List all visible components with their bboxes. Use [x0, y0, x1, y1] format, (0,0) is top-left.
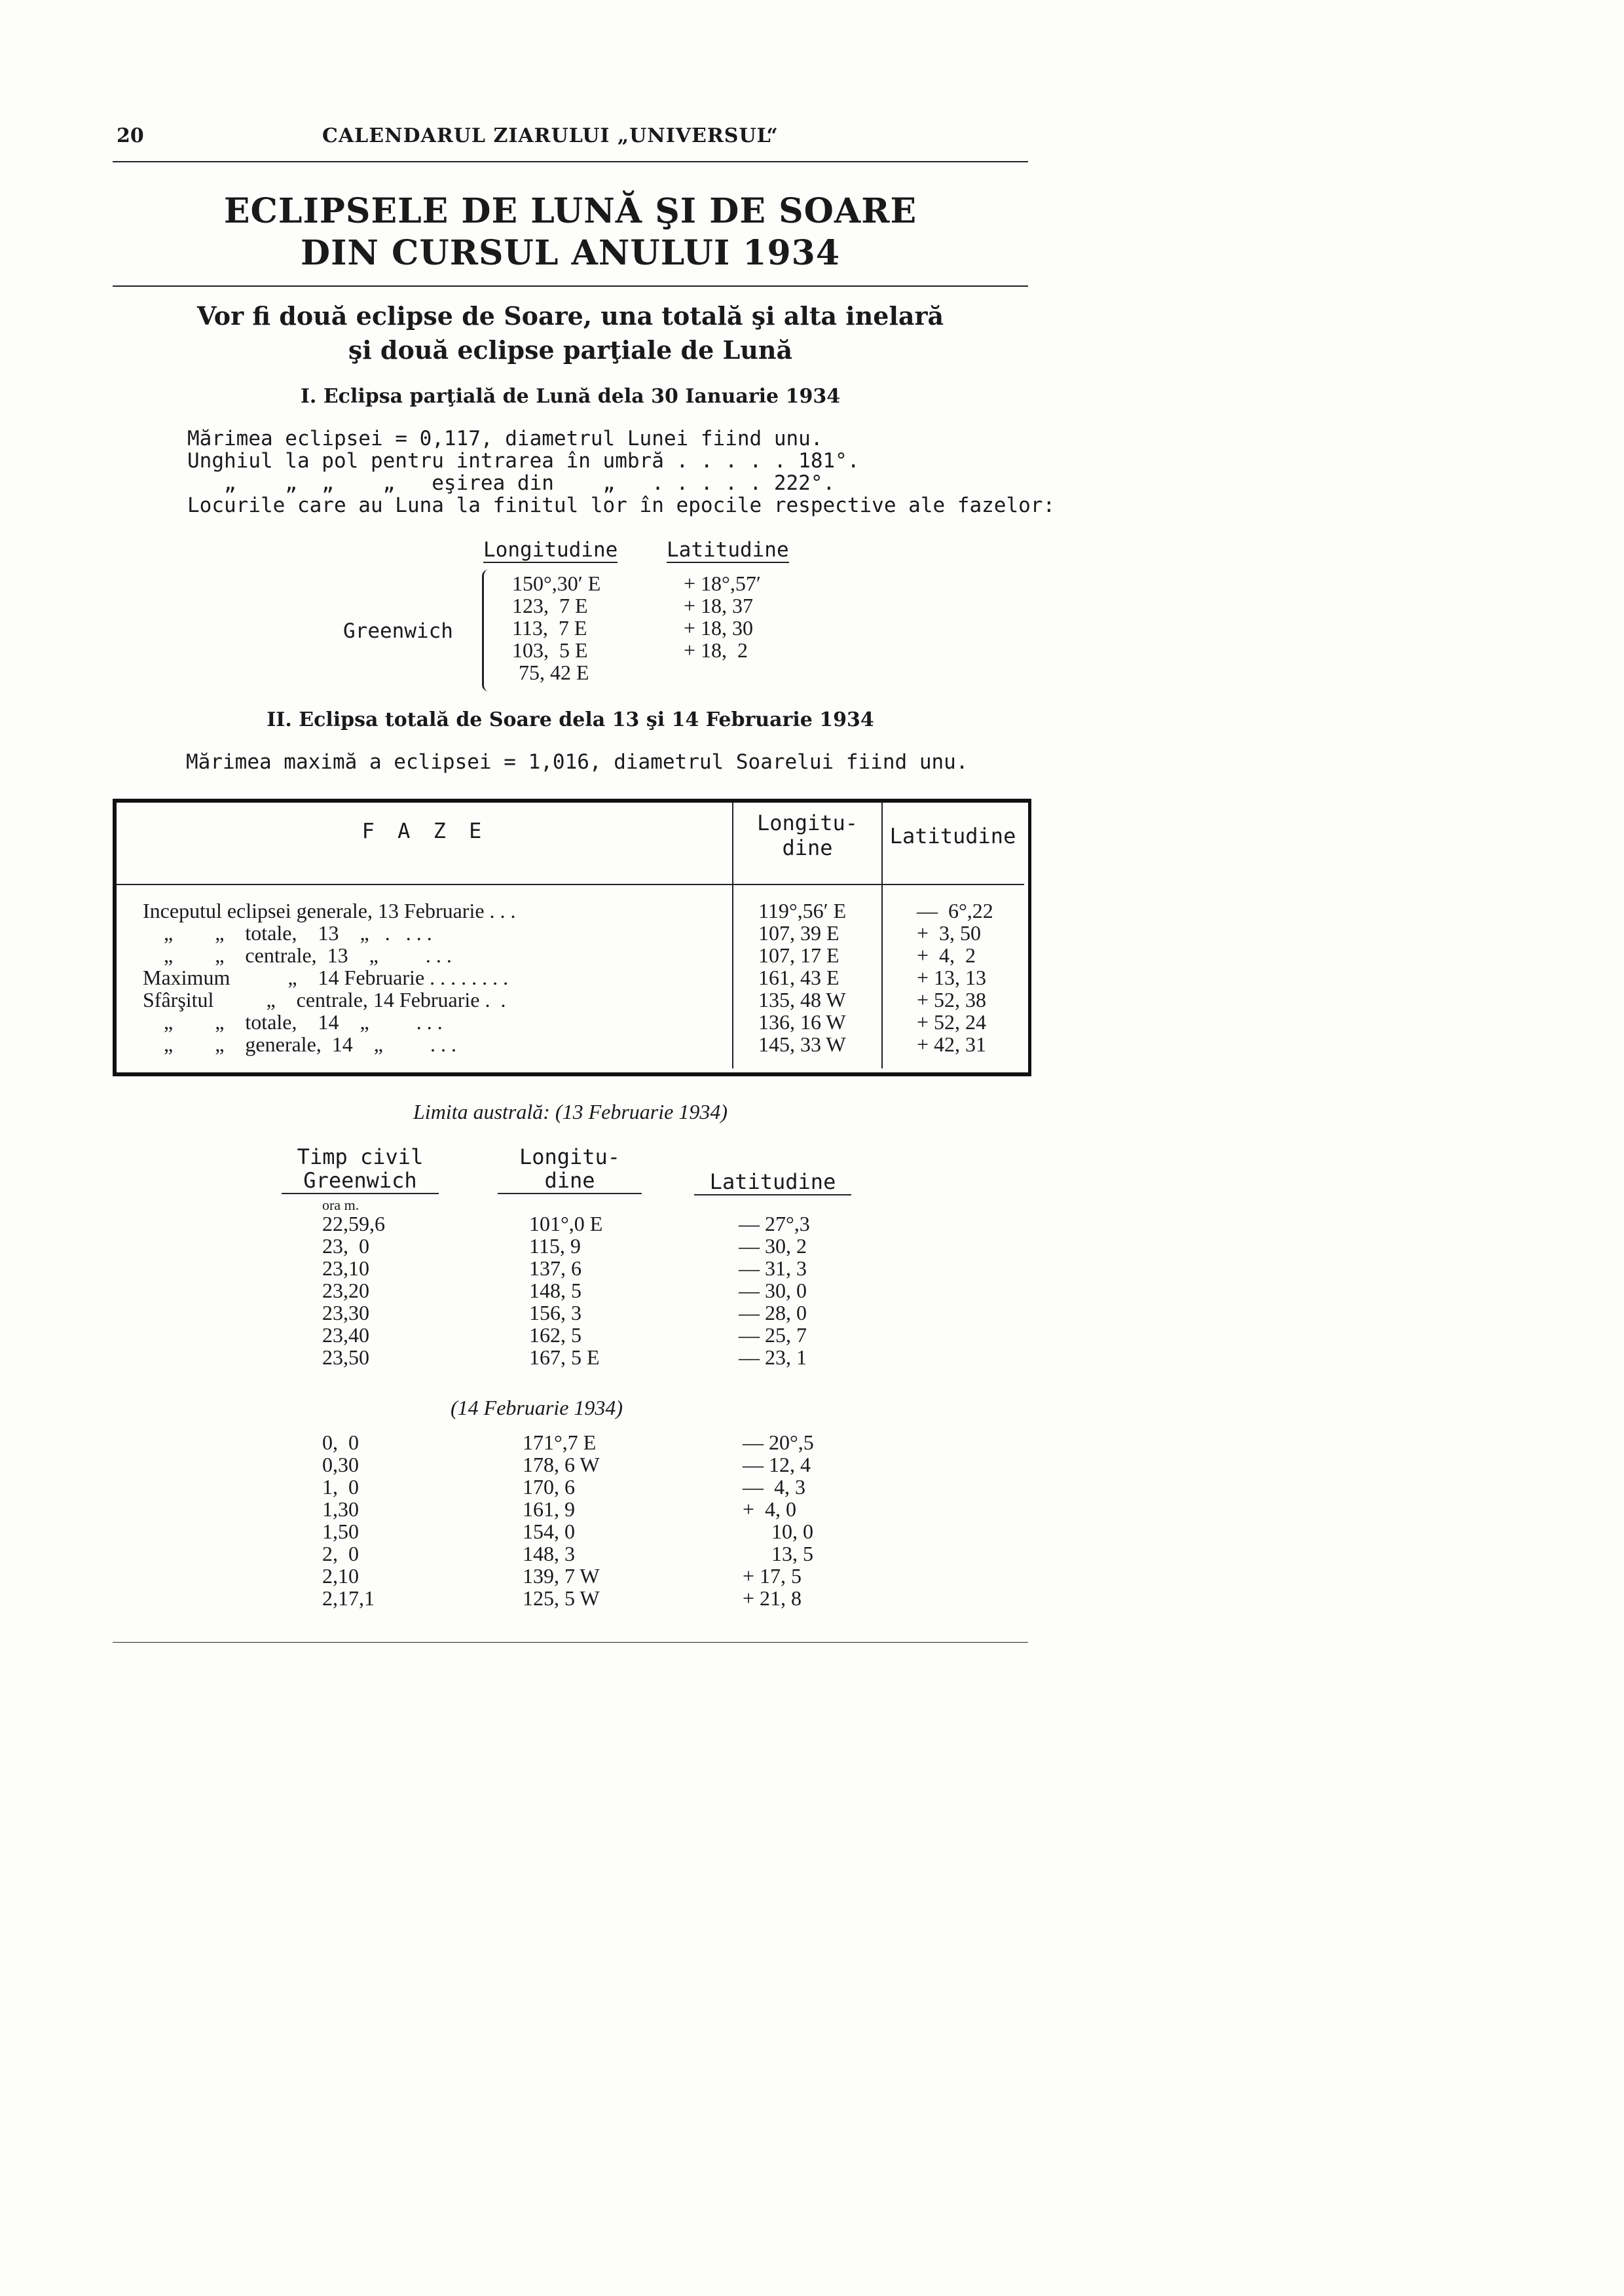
phase-lat: + 4, 2	[917, 943, 976, 967]
lunar-lon: 123, 7 E	[512, 594, 588, 617]
limit-lat: — 27°,3	[739, 1212, 810, 1235]
limit-time: 0, 0	[322, 1430, 359, 1454]
limit-lon: 154, 0	[523, 1520, 575, 1543]
phase-lon: 107, 39 E	[758, 921, 840, 945]
phase-lat: — 6°,22	[917, 899, 993, 922]
phase-name: Sfârşitul „ centrale, 14 Februarie . .	[143, 988, 506, 1011]
limit-time: 1, 0	[322, 1475, 359, 1499]
limit-time: 2, 0	[322, 1542, 359, 1565]
phase-name: Inceputul eclipsei generale, 13 Februarie . . .	[143, 899, 516, 922]
phase-lon: 135, 48 W	[758, 988, 846, 1011]
lunar-lat: + 18, 30	[684, 616, 754, 640]
intro-line-1: Vor fi două eclipse de Soare, una totală şi alta inelară	[196, 301, 944, 331]
phase-name: „ „ totale, 13 „ . . . .	[143, 921, 432, 945]
running-title: CALENDARUL ZIARULUI „UNIVERSUL“	[322, 124, 779, 147]
limit-lat: 10, 0	[771, 1520, 813, 1543]
page-title-line-2: DIN CURSUL ANULUI 1934	[300, 233, 840, 273]
lunar-place-label: Greenwich	[343, 619, 453, 643]
limit-lat: — 25, 7	[739, 1323, 807, 1347]
phase-name: „ „ totale, 14 „ . . .	[143, 1010, 443, 1034]
table-col-phases: F A Z E	[361, 818, 487, 843]
limit-lat: + 4, 0	[743, 1497, 797, 1521]
limit-lon: 148, 5	[529, 1279, 581, 1302]
limit-time: 0,30	[322, 1453, 359, 1476]
lunar-lat: + 18°,57′	[684, 572, 761, 595]
footer-rule	[113, 1642, 1028, 1643]
phase-lat: + 42, 31	[917, 1032, 987, 1056]
lunar-col-latitude: Latitudine	[667, 538, 789, 562]
limit-lat: — 12, 4	[743, 1453, 811, 1476]
limit-lon: 139, 7 W	[523, 1564, 600, 1588]
limit-lat: — 30, 2	[739, 1234, 807, 1258]
limit-time: 23,50	[322, 1345, 369, 1369]
limit-time: 1,50	[322, 1520, 359, 1543]
limit-lat: — 31, 3	[739, 1256, 807, 1280]
limit-time: 22,59,6	[322, 1212, 385, 1235]
section-1-line: Unghiul la pol pentru intrarea în umbră . . . . . 181°.	[187, 449, 860, 473]
limit-lat: — 23, 1	[739, 1345, 807, 1369]
table-header-rule	[117, 884, 1024, 885]
limit-lon: 167, 5 E	[529, 1345, 600, 1369]
limit-lon: 161, 9	[523, 1497, 575, 1521]
limit-subheading: (14 Februarie 1934)	[451, 1396, 623, 1419]
limit-lon: 137, 6	[529, 1256, 581, 1280]
phase-lon: 145, 33 W	[758, 1032, 846, 1056]
section-1-line: Locurile care au Luna la finitul lor în epocile respective ale fazelor:	[187, 494, 1056, 517]
limit-time: 23,40	[322, 1323, 369, 1347]
limit-lat: 13, 5	[771, 1542, 813, 1565]
intro-line-2: şi două eclipse parţiale de Lună	[348, 335, 793, 365]
section-1-heading: I. Eclipsa parţială de Lună dela 30 Ianuarie 1934	[300, 385, 841, 408]
phase-lat: + 13, 13	[917, 966, 987, 989]
phase-lat: + 52, 24	[917, 1010, 987, 1034]
limit-time: 23,20	[322, 1279, 369, 1302]
phase-name: Maximum „ 14 Februarie . . . . . . . .	[143, 966, 509, 989]
limit-time: 2,17,1	[322, 1586, 375, 1610]
limit-lon: 156, 3	[529, 1301, 581, 1324]
limit-unit: ora m.	[322, 1197, 360, 1213]
limit-time: 2,10	[322, 1564, 359, 1588]
limit-lon: 170, 6	[523, 1475, 575, 1499]
limit-lon: 171°,7 E	[523, 1430, 597, 1454]
page-title-line-1: ECLIPSELE DE LUNĂ ŞI DE SOARE	[223, 191, 917, 231]
lunar-lon: 75, 42 E	[519, 661, 589, 684]
page-number: 20	[117, 124, 144, 147]
phase-lat: + 52, 38	[917, 988, 987, 1011]
phase-lon: 136, 16 W	[758, 1010, 846, 1034]
table-col-latitude: Latitudine	[889, 824, 1016, 848]
section-2-heading: II. Eclipsa totală de Soare dela 13 şi 14 Februarie 1934	[267, 708, 874, 731]
table-col-longitude: dine	[782, 835, 833, 860]
limit-time: 23, 0	[322, 1234, 369, 1258]
limit-lon: 178, 6 W	[523, 1453, 600, 1476]
limit-lat: — 4, 3	[743, 1475, 805, 1499]
limit-time: 23,10	[322, 1256, 369, 1280]
lunar-col-longitude: Longitudine	[483, 538, 618, 562]
limit-heading: Limita australă: (13 Februarie 1934)	[413, 1100, 728, 1123]
limit-col-longitude: Longitu-	[519, 1144, 621, 1169]
phase-lat: + 3, 50	[917, 921, 982, 945]
limit-time: 1,30	[322, 1497, 359, 1521]
limit-lat: — 30, 0	[739, 1279, 807, 1302]
phase-name: „ „ centrale, 13 „ . . .	[143, 943, 452, 967]
limit-col-latitude: Latitudine	[694, 1169, 851, 1195]
phase-lon: 161, 43 E	[758, 966, 840, 989]
limit-lon: 148, 3	[523, 1542, 575, 1565]
phase-name: „ „ generale, 14 „ . . .	[143, 1032, 456, 1056]
header-rule	[113, 161, 1028, 162]
limit-col-time: Timp civil	[297, 1144, 424, 1169]
limit-col-time: Greenwich	[282, 1168, 439, 1194]
limit-col-longitude: dine	[498, 1168, 642, 1194]
limit-lon: 115, 9	[529, 1234, 581, 1258]
limit-lat: — 28, 0	[739, 1301, 807, 1324]
section-1-line: „ „ „ „ eşirea din „ . . . . . 222°.	[187, 471, 836, 495]
section-2-magnitude: Mărimea maximă a eclipsei = 1,016, diametrul Soarelui fiind unu.	[186, 750, 969, 774]
section-1-line: Mărimea eclipsei = 0,117, diametrul Lunei fiind unu.	[187, 427, 823, 450]
limit-lat: + 17, 5	[743, 1564, 802, 1588]
limit-lon: 162, 5	[529, 1323, 581, 1347]
table-col-longitude: Longitu-	[756, 811, 858, 835]
limit-lon: 125, 5 W	[523, 1586, 600, 1610]
phase-lon: 107, 17 E	[758, 943, 840, 967]
limit-time: 23,30	[322, 1301, 369, 1324]
limit-lat: — 20°,5	[743, 1430, 814, 1454]
lunar-lat: + 18, 37	[684, 594, 754, 617]
phase-lon: 119°,56′ E	[758, 899, 847, 922]
title-rule	[113, 285, 1028, 287]
lunar-brace	[482, 570, 493, 691]
limit-lon: 101°,0 E	[529, 1212, 603, 1235]
lunar-lon: 103, 5 E	[512, 638, 588, 662]
lunar-lon: 150°,30′ E	[512, 572, 601, 595]
lunar-lat: + 18, 2	[684, 638, 748, 662]
limit-lat: + 21, 8	[743, 1586, 802, 1610]
lunar-lon: 113, 7 E	[512, 616, 587, 640]
